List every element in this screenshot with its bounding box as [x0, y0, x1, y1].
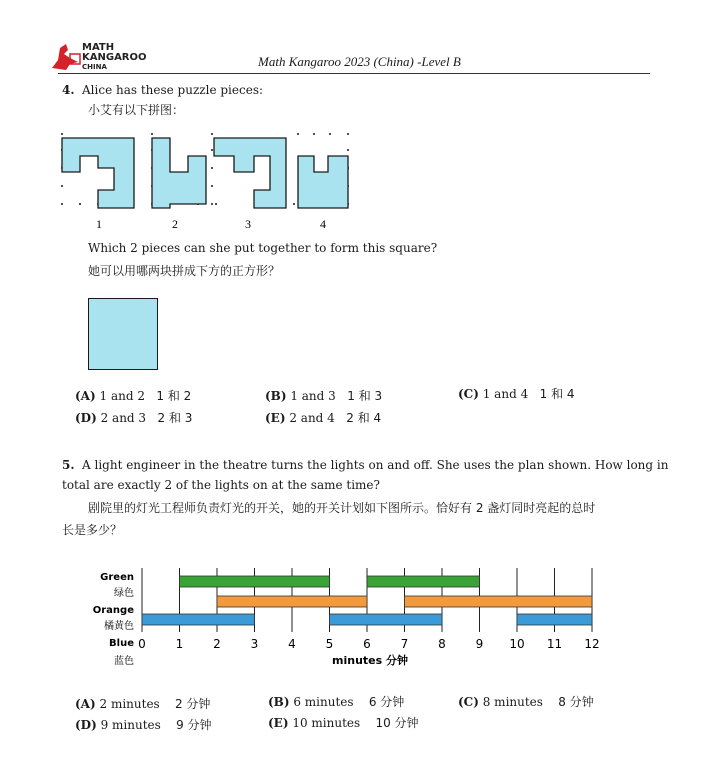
puzzle-piece-2 — [152, 138, 206, 208]
tick-label-9: 9 — [475, 637, 484, 651]
puzzle-piece-4 — [298, 156, 348, 208]
page-title: Math Kangaroo 2023 (China) -Level B — [258, 54, 461, 69]
puzzle-piece-3 — [214, 138, 286, 208]
logo-line1: MATH — [82, 42, 115, 53]
lights-timeline-chart — [90, 560, 610, 675]
series-label-blue: Blue — [109, 638, 134, 649]
q5-option-a[interactable]: (A) 2 minutes 2 分钟 — [75, 697, 211, 711]
series-label-orange-cn: 橘黄色 — [104, 621, 134, 632]
series-label-green: Green — [100, 572, 134, 583]
bar-blue-3 — [517, 614, 592, 625]
target-square — [88, 298, 158, 370]
piece-label-2: 2 — [172, 217, 178, 231]
tick-label-10: 10 — [509, 637, 525, 651]
q5-option-c[interactable]: (C) 8 minutes 8 分钟 — [458, 695, 594, 709]
logo-line2: KANGAROO — [82, 52, 147, 63]
bar-orange-1 — [217, 596, 367, 607]
q4-question-cn: 她可以用哪两块拼成下方的正方形？ — [88, 264, 281, 278]
kangaroo-logo-icon — [48, 40, 84, 72]
logo-line3: CHINA — [82, 63, 107, 71]
q4-text-cn: 小艾有以下拼图： — [88, 103, 185, 117]
tick-label-6: 6 — [363, 637, 371, 651]
tick-label-11: 11 — [546, 637, 563, 651]
puzzle-pieces-figure — [58, 128, 358, 231]
tick-label-7: 7 — [400, 637, 409, 651]
series-label-orange: Orange — [92, 605, 134, 616]
q5-text-en-1: A light engineer in the theatre turns the lights on and off. She uses the plan shown. How long in — [82, 458, 669, 472]
piece-label-3: 3 — [245, 217, 251, 231]
q5-option-e[interactable]: (E) 10 minutes 10 分钟 — [268, 716, 419, 730]
q4-option-e[interactable]: (E) 2 and 4 2 和 4 — [265, 411, 382, 425]
q5-option-d[interactable]: (D) 9 minutes 9 分钟 — [75, 718, 212, 732]
series-label-blue-cn: 蓝色 — [114, 656, 134, 667]
piece-label-1: 1 — [96, 217, 102, 231]
q5-option-b[interactable]: (B) 6 minutes 6 分钟 — [268, 695, 405, 709]
bar-blue-2 — [330, 614, 443, 625]
header-rule — [58, 73, 650, 74]
q4-option-c[interactable]: (C) 1 and 4 1 和 4 — [458, 387, 575, 401]
x-axis-label: minutes 分钟 — [332, 654, 408, 667]
tick-label-5: 5 — [325, 637, 334, 651]
tick-label-4: 4 — [288, 637, 296, 651]
tick-label-1: 1 — [175, 637, 184, 651]
piece-label-4: 4 — [320, 217, 326, 231]
bar-green-2 — [367, 576, 480, 587]
q4-option-b[interactable]: (B) 1 and 3 1 和 3 — [265, 389, 383, 403]
tick-label-0: 0 — [138, 637, 146, 651]
bar-green-1 — [180, 576, 330, 587]
q4-question-en: Which 2 pieces can she put together to form this square? — [88, 241, 438, 255]
q4-option-d[interactable]: (D) 2 and 3 2 和 3 — [75, 411, 193, 425]
tick-label-2: 2 — [213, 637, 221, 651]
q4-number: 4. — [62, 83, 75, 97]
bar-blue-1 — [142, 614, 255, 625]
bar-orange-2 — [405, 596, 593, 607]
tick-label-3: 3 — [250, 637, 259, 651]
tick-label-12: 12 — [584, 637, 600, 651]
q5-text-cn-2: 长是多少？ — [62, 523, 123, 537]
q5-number: 5. — [62, 458, 75, 472]
header — [0, 0, 705, 80]
q4-text-en: Alice has these puzzle pieces: — [82, 83, 264, 97]
puzzle-piece-1 — [62, 138, 134, 208]
tick-label-8: 8 — [438, 637, 446, 651]
q4-option-a[interactable]: (A) 1 and 2 1 和 2 — [75, 389, 192, 403]
series-label-green-cn: 绿色 — [114, 588, 134, 599]
q5-text-en-2: total are exactly 2 of the lights on at the same time? — [62, 478, 380, 492]
q5-text-cn-1: 剧院里的灯光工程师负责灯光的开关，她的开关计划如下图所示。恰好有 2 盏灯同时亮起的总时 — [88, 501, 596, 515]
